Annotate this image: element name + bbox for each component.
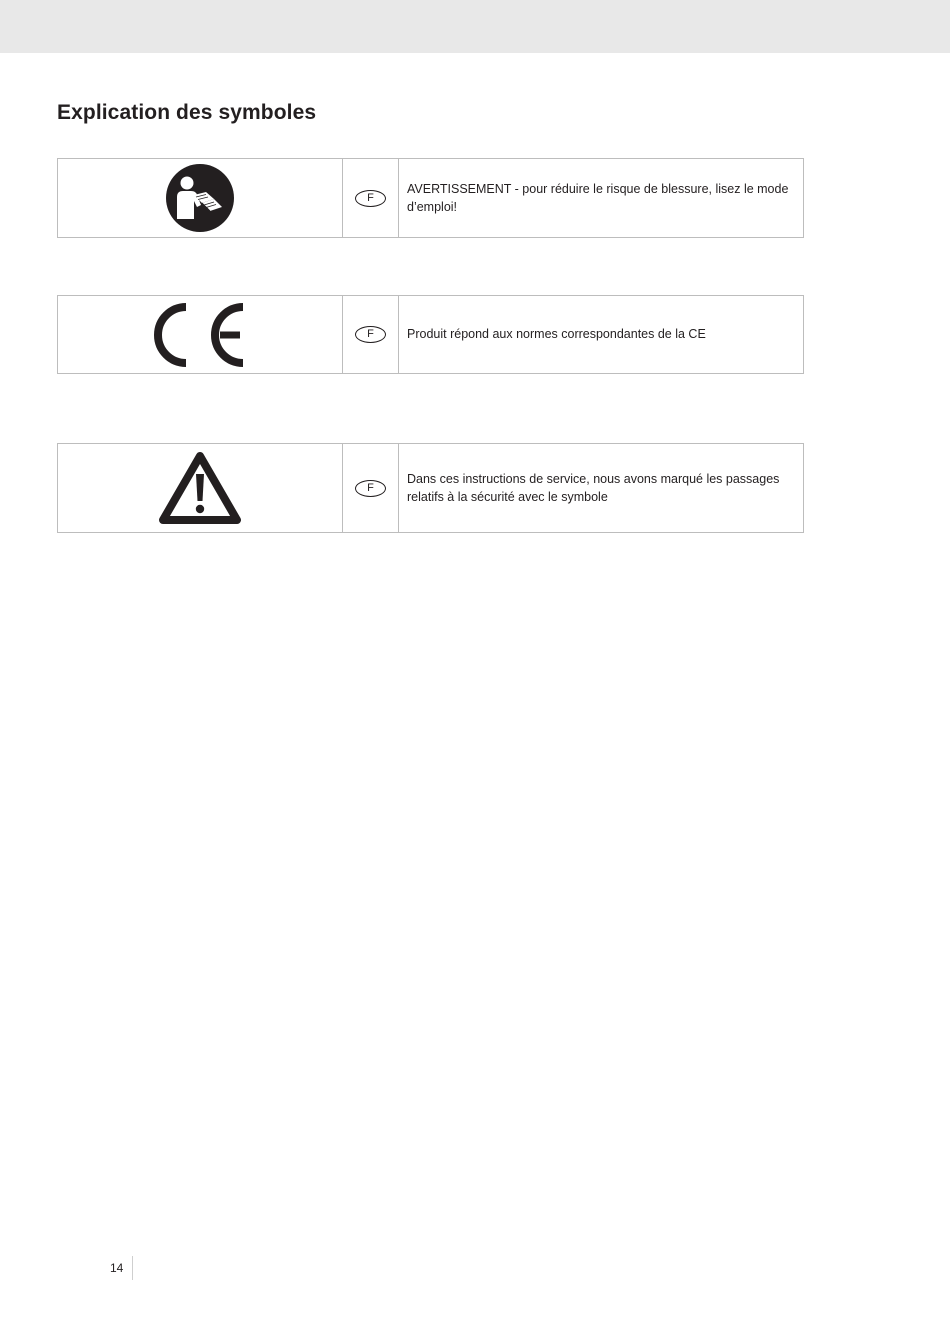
symbol-icon-cell: [58, 444, 343, 532]
warning-triangle-icon: [157, 450, 243, 526]
symbol-description: Dans ces instructions de service, nous avons marqué les passages relatifs à la sécurité avec le symbole: [407, 472, 780, 504]
page-number: 14: [110, 1261, 124, 1275]
symbol-description: AVERTISSEMENT - pour réduire le risque de blessure, lisez le mode d’emploi!: [407, 182, 789, 214]
language-badge: F: [355, 190, 386, 207]
page-title: Explication des symboles: [57, 101, 317, 124]
symbol-row: [57, 158, 804, 238]
footer-divider: [132, 1256, 133, 1280]
language-badge: F: [355, 480, 386, 497]
symbol-icon-cell: [58, 159, 343, 237]
language-badge: F: [355, 326, 386, 343]
read-manual-icon: [166, 164, 234, 232]
symbol-row: [57, 443, 804, 533]
language-cell: [343, 159, 399, 237]
symbol-icon-cell: [58, 296, 343, 373]
page-footer: [110, 1256, 133, 1280]
header-band: [0, 0, 950, 53]
language-cell: [343, 296, 399, 373]
symbol-row: [57, 295, 804, 374]
language-cell: [343, 444, 399, 532]
symbol-description: [399, 296, 803, 373]
ce-mark-icon: [154, 301, 246, 369]
symbol-description-text: Produit répond aux normes correspondantes de la CE: [407, 326, 706, 341]
